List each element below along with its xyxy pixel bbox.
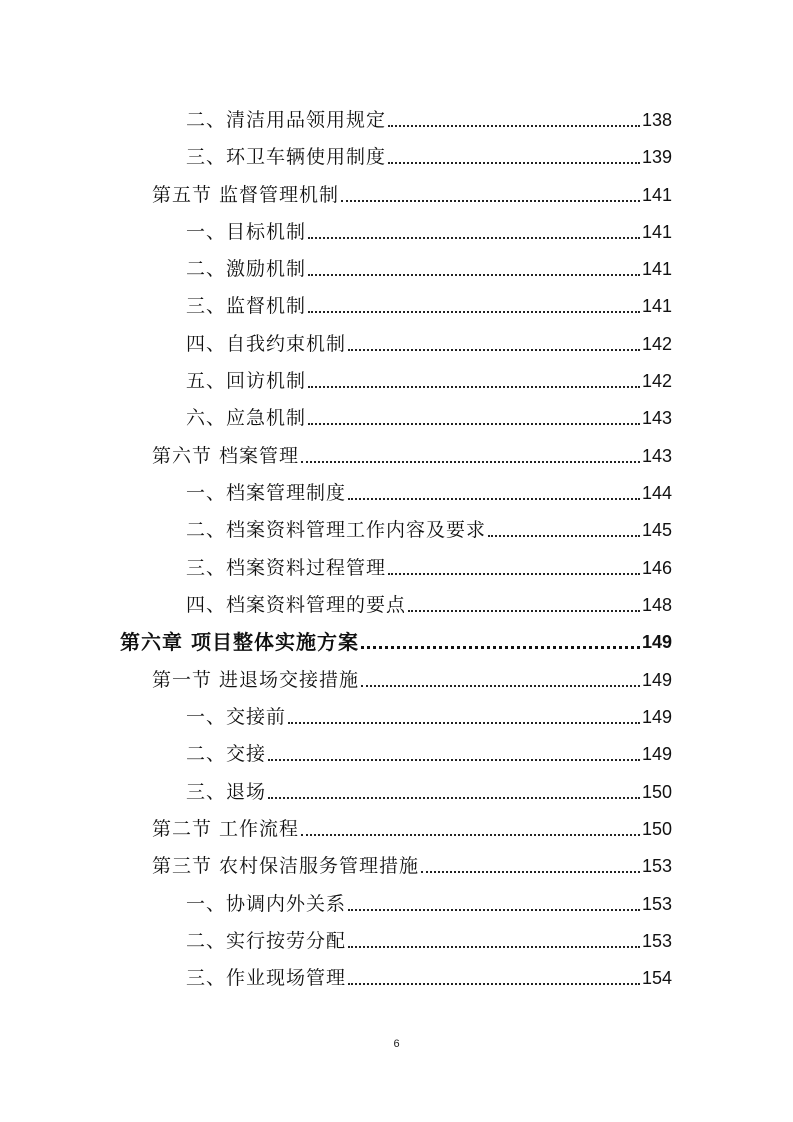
toc-entry[interactable] <box>186 254 672 284</box>
toc-entry-page: 143 <box>641 446 672 466</box>
toc-entry-title: 四、档案资料管理的要点 <box>186 594 407 616</box>
toc-entry-page: 145 <box>641 520 672 540</box>
toc-entry-title: 三、监督机制 <box>186 295 307 317</box>
toc-entry-page: 143 <box>641 408 672 428</box>
dot-leader <box>488 535 640 537</box>
dot-leader <box>361 685 640 687</box>
toc-entry[interactable] <box>152 665 672 695</box>
toc-entry-page: 153 <box>641 856 672 876</box>
toc-entry[interactable] <box>186 777 672 807</box>
toc-entry-title: 第六章 项目整体实施方案 <box>120 630 359 654</box>
toc-entry-title: 第三节 农村保洁服务管理措施 <box>152 855 420 877</box>
dot-leader <box>308 237 640 239</box>
toc-entry-title: 第六节 档案管理 <box>152 445 300 467</box>
toc-entry-page: 142 <box>641 334 672 354</box>
toc-entry-page: 153 <box>641 894 672 914</box>
dot-leader <box>348 909 640 911</box>
toc-chapter-entry[interactable] <box>120 627 672 657</box>
toc-entry-title: 第二节 工作流程 <box>152 818 300 840</box>
toc-entry-page: 153 <box>641 931 672 951</box>
toc-entry-page: 149 <box>641 744 672 764</box>
toc-entry[interactable] <box>186 329 672 359</box>
toc-entry-page: 150 <box>641 782 672 802</box>
toc-entry-page: 142 <box>641 371 672 391</box>
dot-leader <box>301 834 640 836</box>
toc-entry-title: 一、协调内外关系 <box>186 893 347 915</box>
dot-leader <box>268 759 640 761</box>
dot-leader <box>348 983 640 985</box>
toc-entry-title: 六、应急机制 <box>186 407 307 429</box>
toc-entry-page: 141 <box>641 222 672 242</box>
toc-entry-page: 154 <box>641 968 672 988</box>
dot-leader <box>268 797 640 799</box>
toc-entry[interactable] <box>152 814 672 844</box>
toc-entry-title: 第一节 进退场交接措施 <box>152 669 360 691</box>
toc-entry[interactable] <box>186 590 672 620</box>
dot-leader <box>421 871 640 873</box>
toc-entry-title: 二、交接 <box>186 743 267 765</box>
toc-entry[interactable] <box>186 142 672 172</box>
dot-leader <box>288 722 640 724</box>
dot-leader <box>388 125 640 127</box>
toc-entry[interactable] <box>186 702 672 732</box>
toc-entry-page: 148 <box>641 595 672 615</box>
toc-entry-page: 139 <box>641 147 672 167</box>
page-number: 6 <box>393 1038 400 1050</box>
toc-entry[interactable] <box>186 963 672 993</box>
toc-entry-title: 三、档案资料过程管理 <box>186 557 387 579</box>
toc-entry[interactable] <box>186 217 672 247</box>
toc-entry-title: 一、交接前 <box>186 706 287 728</box>
toc-entry[interactable] <box>186 403 672 433</box>
dot-leader <box>408 610 640 612</box>
dot-leader <box>348 946 640 948</box>
toc-entry-title: 二、实行按劳分配 <box>186 930 347 952</box>
toc-entry-title: 一、目标机制 <box>186 221 307 243</box>
toc-entry-title: 五、回访机制 <box>186 370 307 392</box>
toc-entry-page: 141 <box>641 296 672 316</box>
toc-entry[interactable] <box>186 366 672 396</box>
toc-entry[interactable] <box>186 889 672 919</box>
toc-entry[interactable] <box>186 926 672 956</box>
toc-entry-page: 149 <box>641 670 672 690</box>
toc-entry-page: 141 <box>641 259 672 279</box>
toc-entry[interactable] <box>186 739 672 769</box>
dot-leader <box>308 311 640 313</box>
toc-entry[interactable] <box>186 478 672 508</box>
toc-entry[interactable] <box>186 291 672 321</box>
dot-leader <box>308 423 640 425</box>
dot-leader <box>308 386 640 388</box>
dot-leader <box>301 461 640 463</box>
toc-entry-page: 150 <box>641 819 672 839</box>
toc-entry-title: 二、激励机制 <box>186 258 307 280</box>
toc-entry[interactable] <box>186 553 672 583</box>
dot-leader <box>341 200 640 202</box>
toc-entry-title: 四、自我约束机制 <box>186 333 347 355</box>
toc-entry-title: 第五节 监督管理机制 <box>152 184 340 206</box>
toc-entry[interactable] <box>152 441 672 471</box>
toc-entry-page: 138 <box>641 110 672 130</box>
toc-entry-page: 141 <box>641 185 672 205</box>
toc-entry-title: 二、清洁用品领用规定 <box>186 109 387 131</box>
toc-entry[interactable] <box>186 515 672 545</box>
dot-leader <box>361 646 640 649</box>
dot-leader <box>388 162 640 164</box>
toc-entry-title: 三、环卫车辆使用制度 <box>186 146 387 168</box>
toc-entry-page: 146 <box>641 558 672 578</box>
toc-entry-title: 二、档案资料管理工作内容及要求 <box>186 519 487 541</box>
toc-entry-title: 三、作业现场管理 <box>186 967 347 989</box>
toc-entry[interactable] <box>152 851 672 881</box>
toc-entry[interactable] <box>186 105 672 135</box>
toc-entry-title: 一、档案管理制度 <box>186 482 347 504</box>
toc-entry[interactable] <box>152 180 672 210</box>
dot-leader <box>348 498 640 500</box>
dot-leader <box>348 349 640 351</box>
toc-entry-page: 149 <box>641 707 672 727</box>
dot-leader <box>388 573 640 575</box>
toc-entry-page: 149 <box>641 632 672 652</box>
toc-entry-page: 144 <box>641 483 672 503</box>
dot-leader <box>308 274 640 276</box>
toc-entry-title: 三、退场 <box>186 781 267 803</box>
